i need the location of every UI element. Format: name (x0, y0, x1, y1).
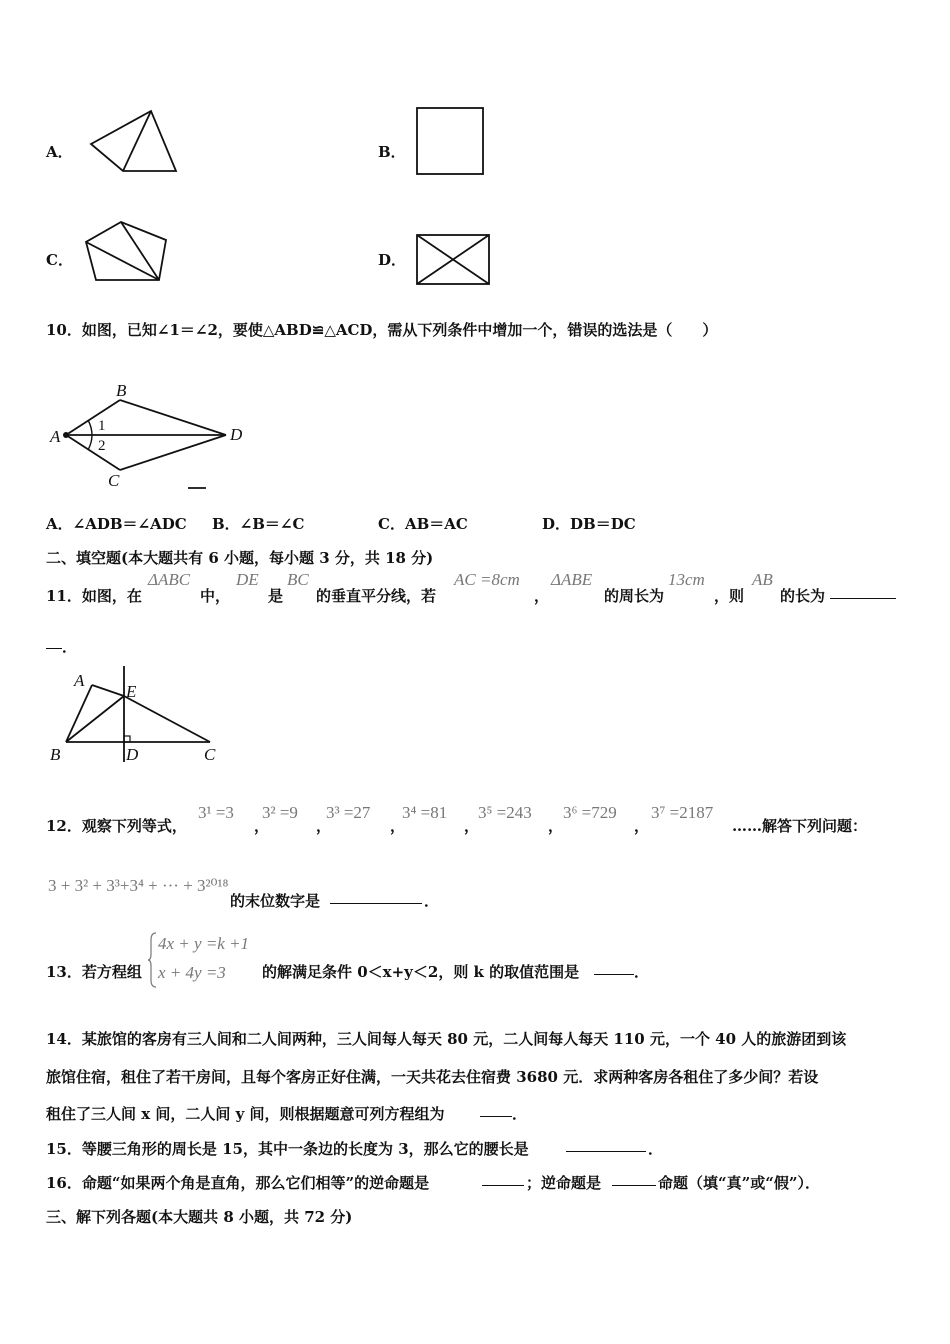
q11-label-e: E (126, 682, 137, 701)
q16-part-2: ；逆命题是 (526, 1174, 602, 1192)
q12-eq-1: 3¹ =3 (198, 803, 234, 822)
q10-label-c: C (108, 471, 120, 490)
q14-answer-blank[interactable] (480, 1104, 512, 1117)
q10-label-angle1: 1 (98, 418, 106, 434)
q9-option-b-label: B． (378, 143, 406, 161)
q9-option-c-figure (84, 220, 170, 284)
section2-title: 二、填空题(本大题共有 6 小题，每小题 3 分，共 18 分) (46, 549, 434, 567)
q15-answer-blank[interactable] (566, 1139, 646, 1152)
q12-eq-5: 3⁵ =243 (478, 803, 532, 822)
q12-expr-tail: 的末位数字是 (230, 892, 321, 910)
q12-expr: 3 + 3² + 3³+3⁴ + ··· + 3²⁰¹⁸ (48, 876, 229, 895)
q11-tri: ΔABC (148, 570, 191, 589)
q11-answer-blank-cont[interactable] (46, 636, 62, 649)
q11-de: DE (236, 570, 259, 589)
q11-label-b: B (50, 745, 61, 764)
q12-sep-5: ， (548, 817, 564, 835)
q13-end: ． (634, 963, 650, 981)
q10-option-b: B．∠B＝∠C (212, 515, 305, 533)
q11-tail: ． (62, 638, 78, 656)
q11-ac: AC =8cm (454, 570, 520, 589)
q14-line-2: 旅馆住宿，租住了若干房间，且每个客房正好住满，一天共花去住宿费 3680 元．求两种客房各租住了多少间？若设 (46, 1068, 819, 1086)
q11-label-c: C (204, 745, 216, 764)
q12-sep-6: ， (634, 817, 650, 835)
q9-option-c-label: C． (46, 251, 73, 269)
q13-eq-1: 4x + y =k +1 (158, 934, 250, 953)
q10-option-d: D．DB＝DC (542, 515, 636, 533)
q11-then: ，则 (714, 587, 745, 605)
q15-end: ． (648, 1140, 664, 1158)
q11-comma: ， (534, 587, 550, 605)
q11-abe: ΔABE (551, 570, 593, 589)
q12-eq-6: 3⁶ =729 (563, 803, 617, 822)
q14-line-1: 14．某旅馆的客房有三人间和二人间两种，三人间每人每天 80 元，二人间每人每天 110 元，一个 40 人的旅游团到该 (46, 1030, 847, 1048)
q13-prefix: 13．若方程组 (46, 963, 142, 981)
q10-option-a: A．∠ADB＝∠ADC (46, 515, 187, 533)
q12-answer-blank[interactable] (330, 891, 422, 904)
q9-option-d-label: D． (378, 251, 407, 269)
q12-sep-3: ， (390, 817, 406, 835)
q13-answer-blank[interactable] (594, 962, 634, 975)
q14-line-3: 租住了三人间 x 间，二人间 y 间，则根据题意可列方程组为 (46, 1105, 445, 1123)
q13-brace (148, 932, 158, 988)
q9-option-b-figure (416, 107, 486, 179)
q11-answer-blank[interactable] (830, 586, 896, 599)
q11-ab: AB (752, 570, 773, 589)
q11-val: 13cm (668, 570, 705, 589)
q12-eq-3: 3³ =27 (326, 803, 371, 822)
q12-end: ． (424, 892, 440, 910)
q12-eq-2: 3² =9 (262, 803, 298, 822)
q16-answer-blank-1[interactable] (482, 1173, 524, 1186)
q15-text: 15．等腰三角形的周长是 15，其中一条边的长度为 3，那么它的腰长是 (46, 1140, 529, 1158)
q9-option-a-label: A． (46, 143, 73, 161)
q16-answer-blank-2[interactable] (612, 1173, 656, 1186)
q12-sep-1: ， (254, 817, 270, 835)
q9-option-a-figure (88, 109, 180, 175)
q11-perp: 的垂直平分线，若 (316, 587, 437, 605)
q16-part-1: 16．命题“如果两个角是直角，那么它们相等”的逆命题是 (46, 1174, 430, 1192)
q11-figure (46, 664, 226, 768)
q11-label-a: A (74, 671, 85, 690)
q11-len: 的长为 (780, 587, 826, 605)
q11-bc: BC (287, 570, 309, 589)
q13-suffix: 的解满足条件 0＜x+y＜2，则 k 的取值范围是 (262, 963, 580, 981)
q11-label-d: D (126, 745, 139, 764)
q11-in: 中， (200, 587, 231, 605)
q10-text: 10．如图，已知∠1＝∠2，要使△ABD≌△ACD，需从下列条件中增加一个，错误的选法是（ ） (46, 321, 718, 339)
q11-perim: 的周长为 (604, 587, 665, 605)
q12-eq-4: 3⁴ =81 (402, 803, 448, 822)
q10-label-angle2: 2 (98, 438, 106, 454)
q12-sep-2: ， (316, 817, 332, 835)
q10-figure (48, 380, 258, 492)
q12-suffix: ……解答下列问题： (732, 817, 868, 835)
q16-part-3: 命题（填“真”或“假”）． (658, 1174, 821, 1192)
section3-title: 三、解下列各题(本大题共 8 小题，共 72 分) (46, 1208, 353, 1226)
q11-prefix: 11．如图，在 (46, 587, 142, 605)
q12-eq-7: 3⁷ =2187 (651, 803, 714, 822)
q10-option-c: C．AB＝AC (378, 515, 468, 533)
q10-label-d: D (230, 425, 243, 444)
q11-is: 是 (268, 587, 284, 605)
q9-option-d-figure (416, 234, 492, 288)
q12-sep-4: ， (464, 817, 480, 835)
q14-end: ． (512, 1105, 528, 1123)
q10-label-b: B (116, 381, 127, 400)
q10-label-a: A (50, 427, 61, 446)
q13-eq-2: x + 4y =3 (158, 963, 226, 982)
q12-prefix: 12．观察下列等式， (46, 817, 187, 835)
